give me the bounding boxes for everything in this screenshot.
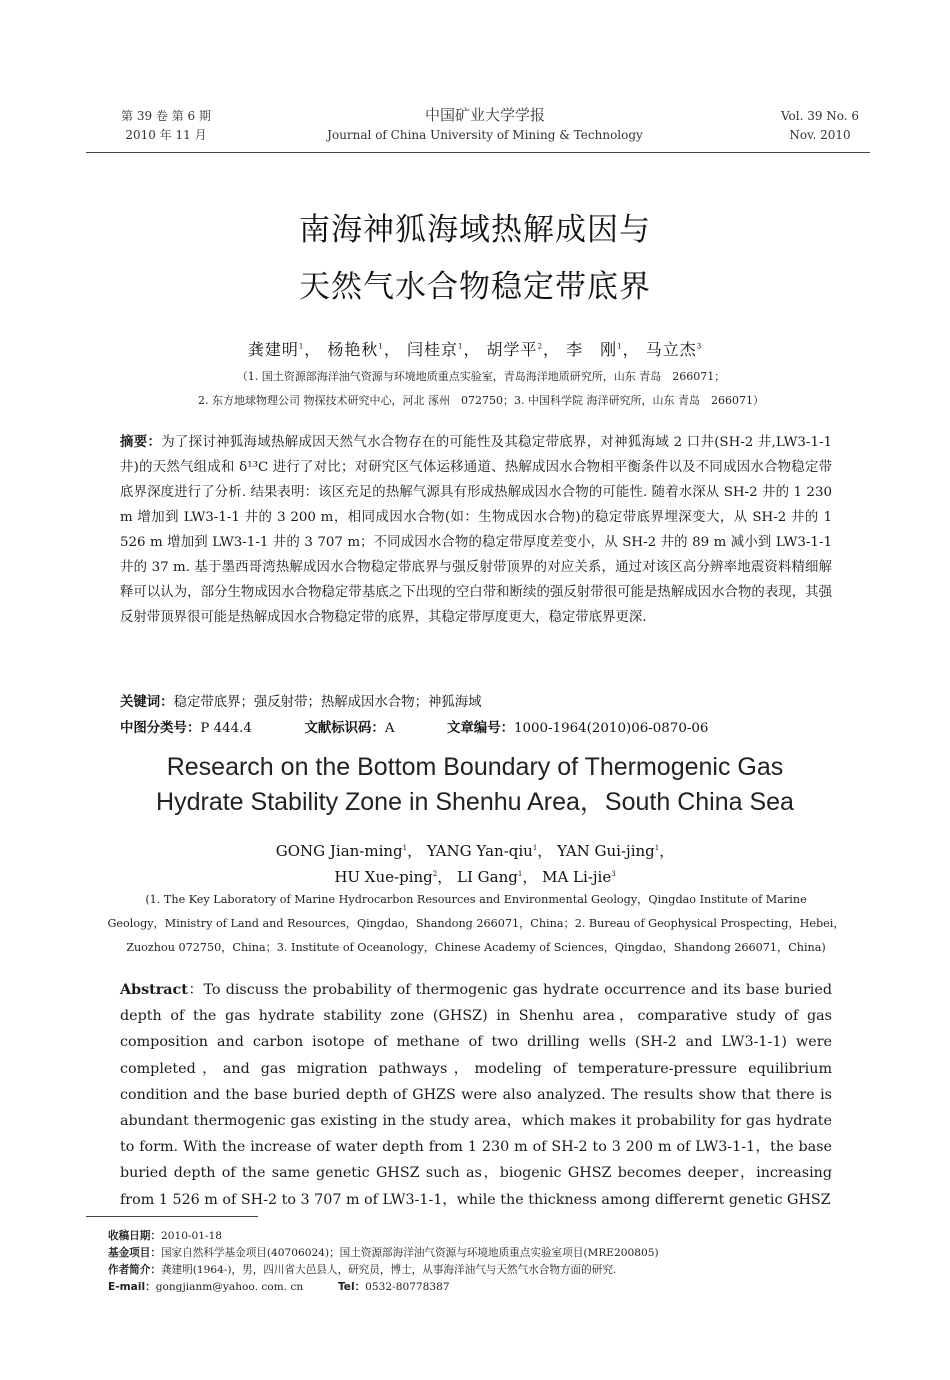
affiliation-en-line3: Zuozhou 072750，China；3. Institute of Oceanology，Chinese Academy of Sciences，Qingdao，Shandong 266071，China): [126, 941, 826, 954]
author-en: YANG Yan-qiu: [426, 842, 533, 860]
header-date: 2010 年 11 月: [125, 128, 207, 142]
footnote-received: 收稿日期：2010-01-18: [108, 1230, 223, 1242]
abstract-en-text: ：To discuss the probability of thermogenic gas hydrate occurrence and its base buried depth of the gas hydrate stability zone (GHSZ) in Shenhu area，comparative study of gas composition and carbon isotope of methane of two drilling wells (SH-2 and LW3-1-1) were completed，and gas migration pathways，modeling of temperature-pressure equilibrium condition and the base buried depth of GHZS were also analyzed. The results show that there is abundant thermogenic gas existing in the study area，which makes it probability for gas hydrate to form. With the increase of water depth from 1 230 m of SH-2 to 3 200 m of LW3-1-1，the base buried depth of the same genetic GHSZ such as，biogenic GHSZ becomes deeper，increasing from 1 526 m of SH-2 to 3 707 m of LW3-1-1，while the thickness among differernt genetic GHSZ: [120, 982, 832, 1208]
abstract-en: [120, 977, 832, 1213]
authors-cn: 龚建明$^1$， 杨艳秋$^1$， 闫桂京$^1$， 胡学平$^2$， 李 刚$^1$， 马立杰$^3$: [247, 340, 703, 359]
author-en: HU Xue-ping: [334, 868, 433, 886]
author-en: YAN Gui-jing: [557, 842, 655, 860]
tel-label: Tel：: [337, 1281, 366, 1293]
author-cn: 闫桂京: [406, 340, 458, 359]
authors-en-line1: GONG Jian-ming$^1$， YANG Yan-qiu$^1$， YAN Gui-jing$^1$，: [275, 842, 675, 860]
abstract-cn: [120, 430, 832, 630]
affiliation-en-line1: (1. The Key Laboratory of Marine Hydrocarbon Resources and Environmental Geology，Qingdao Institute of Marine: [145, 893, 807, 906]
journal-name-cn: 中国矿业大学学报: [424, 106, 545, 124]
author-cn: 马立杰: [645, 340, 697, 359]
footnote-contact: [108, 1279, 868, 1296]
author-cn: 胡学平: [486, 340, 538, 359]
article-number-value: 1000-1964(2010)06-0870-06: [513, 721, 709, 736]
author-en: GONG Jian-ming: [275, 842, 403, 860]
author-cn: 龚建明: [247, 340, 299, 359]
title-en-line1: Research on the Bottom Boundary of Thermogenic Gas: [166, 753, 784, 781]
title-cn-line1: 南海神狐海域热解成因与: [299, 212, 651, 248]
title-en-line2: Hydrate Stability Zone in Shenhu Area，South China Sea: [156, 788, 794, 816]
author-cn: 李 刚: [566, 340, 618, 359]
email-link[interactable]: gongjianm@yahoo. com. cn: [155, 1281, 304, 1293]
affiliation-cn-line1: （1. 国土资源部海洋油气资源与环境地质重点实验室，青岛海洋地质研究所，山东 青岛 266071；: [236, 370, 726, 383]
journal-name: [250, 104, 720, 144]
doc-code-label: 文献标识码：: [304, 721, 385, 736]
keywords-cn: [120, 692, 832, 714]
footnote-divider: [86, 1216, 258, 1217]
abstract-cn-label: 摘要：: [120, 435, 162, 450]
title-cn-line2: 天然气水合物稳定带底界: [299, 269, 651, 305]
email-label: E-mail：: [108, 1281, 156, 1293]
footnote-funding: 基金项目：国家自然科学基金项目(40706024)；国土资源部海洋油气资源与环境地质重点实验室项目(MRE200805): [108, 1247, 659, 1259]
header-volume-en: Vol. 39 No. 6: [780, 109, 860, 123]
author-en: MA Li-jie: [542, 868, 612, 886]
header-volume: 第 39 卷 第 6 期: [121, 109, 211, 123]
header-date-en: Nov. 2010: [789, 128, 851, 142]
tel-value: 0532-80778387: [365, 1281, 450, 1293]
classification-row: [120, 718, 832, 740]
affiliation-en-line2: Geology，Ministry of Land and Resources，Qingdao，Shandong 266071，China；2. Bureau of Geophysical Prospecting，Hebei，: [107, 917, 845, 930]
authors-en-line2: HU Xue-ping$^2$， LI Gang$^1$， MA Li-jie$^3$: [334, 868, 616, 886]
clc-label: 中图分类号：: [120, 721, 201, 736]
keywords-cn-label: 关键词：: [120, 695, 174, 710]
author-cn: 杨艳秋: [327, 340, 379, 359]
footnote-author-bio: 作者简介：龚建明(1964-)，男，四川省大邑县人，研究员，博士，从事海洋油气与天然气水合物方面的研究.: [108, 1264, 617, 1276]
header-issue-info: [86, 107, 246, 145]
abstract-en-label: Abstract: [120, 982, 188, 998]
header-issue-info-en: [765, 107, 875, 145]
author-en: LI Gang: [457, 868, 518, 886]
affiliation-cn-line2: 2. 东方地球物理公司 物探技术研究中心，河北 涿州 072750；3. 中国科学院 海洋研究所，山东 青岛 266071）: [198, 394, 764, 407]
abstract-cn-text: 为了探讨神狐海域热解成因天然气水合物存在的可能性及其稳定带底界，对神狐海域 2 口井(SH-2 井,LW3-1-1 井)的天然气组成和 δ¹³C 进行了对比；对研究区气体运移通道、热解成因水合物相平衡条件以及不同成因水合物稳定带底界深度进行了分析. 结果表明：该区充足的热解气源具有形成热解成因水合物的可能性. 随着水深从 SH-2 井的 1 230 m 增加到 LW3-1-1 井的 3 200 m，相同成因水合物(如：生物成因水合物)的稳定带底界埋深变大，从 SH-2 井的 1 526 m 增加到 LW3-1-1 井的 3 707 m；不同成因水合物的稳定带厚度差变小，从 SH-2 井的 89 m 减小到 LW3-1-1 井的 37 m. 基于墨西哥湾热解成因水合物稳定带底界与强反射带顶界的对应关系，通过对该区高分辨率地震资料精细解释可以认为，部分生物成因水合物稳定带基底之下出现的空白带和断续的强反射带很可能是热解成因水合物的表现，其强反射带顶界很可能是热解成因水合物稳定带的底界，其稳定带厚度更大，稳定带底界更深.: [120, 435, 833, 625]
keywords-cn-text: 稳定带底界；强反射带；热解成因水合物；神狐海域: [173, 695, 482, 710]
article-number-label: 文章编号：: [447, 721, 514, 736]
doc-code-value: A: [384, 721, 395, 736]
clc-value: P 444.4: [200, 721, 252, 736]
header-divider: [86, 152, 870, 153]
journal-name-en: Journal of China University of Mining & Technology: [327, 128, 643, 142]
